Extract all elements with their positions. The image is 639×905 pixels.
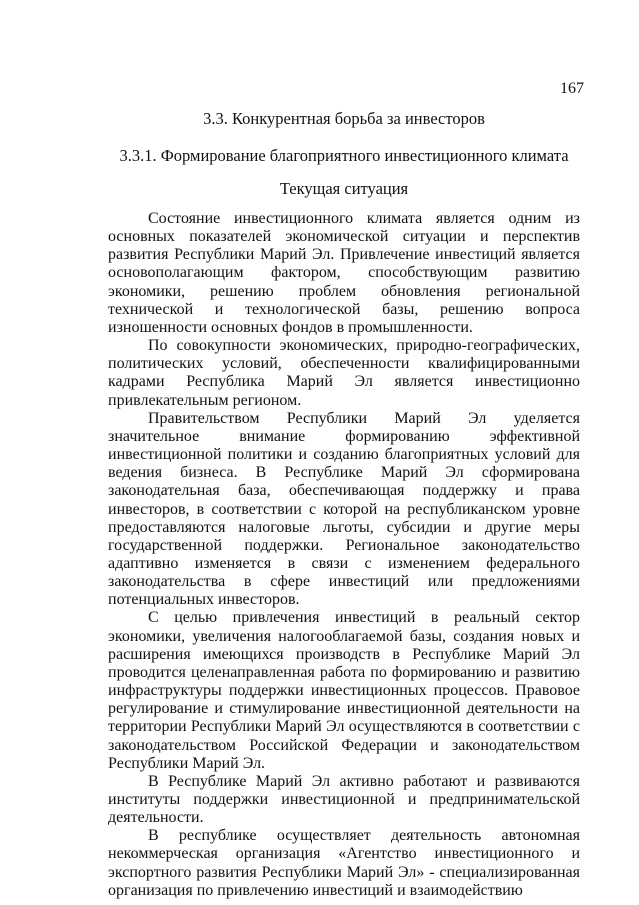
paragraph: В Республике Марий Эл активно работают и развиваются институты поддержки инвестиционной и предпринимательской деятельности.: [108, 772, 580, 827]
section-title: 3.3. Конкурентная борьба за инвесторов: [203, 109, 485, 128]
subheading: Текущая ситуация: [279, 179, 409, 198]
paragraph: С целью привлечения инвестиций в реальный сектор экономики, увеличения налогооблагаемой базы, создания новых и расширения имеющихся производств в Республике Марий Эл проводится целенаправленная работа по формированию и развитию инфраструктуры поддержки инвестиционных процессов. Правовое регулирование и стимулирование инвестиционной деятельности на территории Республики Марий Эл осуществляются в соответствии с законодательством Российской Федерации и законодательством Республики Марий Эл.: [108, 609, 580, 772]
paragraph: По совокупности экономических, природно-географических, политических условий, обеспеченности квалифицированными кадрами Республика Марий Эл является инвестиционно привлекательным регионом.: [108, 337, 580, 409]
subsection-title: 3.3.1. Формирование благоприятного инвестиционного климата: [119, 146, 569, 165]
document-body: [108, 210, 580, 900]
paragraph: Состояние инвестиционного климата является одним из основных показателей экономической ситуации и перспектив развития Республики Марий Эл. Привлечение инвестиций является основополагающим фактором, способствующим развитию экономики, решению проблем обновления региональной технической и технологической базы, решению вопроса изношенности основных фондов в промышленности.: [108, 210, 580, 336]
paragraph: В республике осуществляет деятельность автономная некоммерческая организация «Агентство инвестиционного и экспортного развития Республики Марий Эл» - специализированная организация по привлечению инвестиций и взаимодействию: [108, 827, 580, 899]
page-number: 167: [560, 80, 584, 97]
paragraph: Правительством Республики Марий Эл уделяется значительное внимание формированию эффективной инвестиционной политики и созданию благоприятных условий для ведения бизнеса. В Республике Марий Эл сформирована законодательная база, обеспечивающая поддержку и права инвесторов, в соответствии с которой на республиканском уровне предоставляются налоговые льготы, субсидии и другие меры государственной поддержки. Региональное законодательство адаптивно изменяется в связи с изменением федерального законодательства в сфере инвестиций или предложениями потенциальных инвесторов.: [108, 409, 580, 609]
